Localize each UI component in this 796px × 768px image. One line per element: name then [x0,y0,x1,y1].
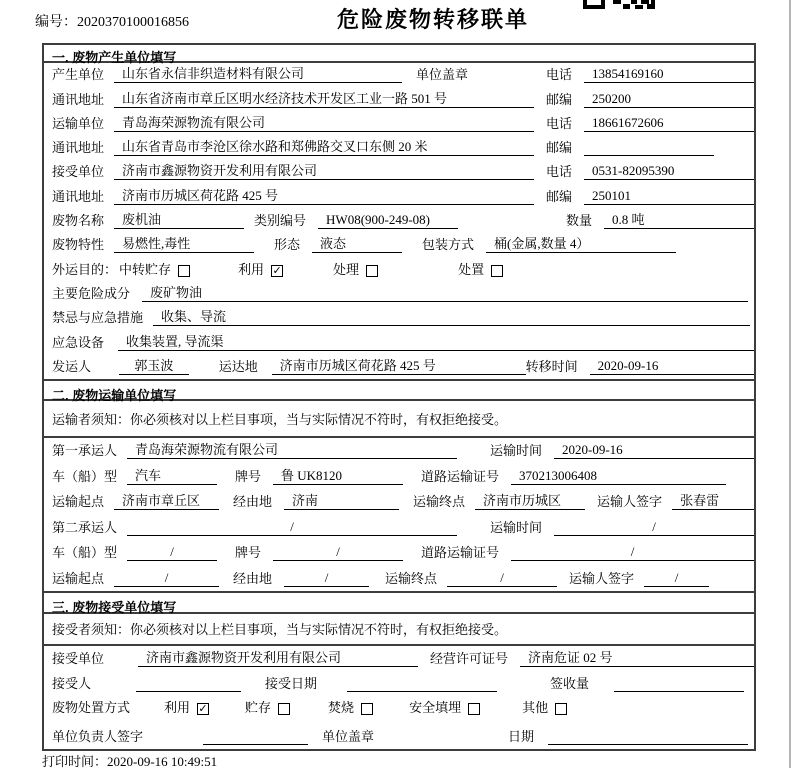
form-label: 形态 [274,237,301,253]
producer-address-row [44,87,754,111]
packaging-value: 桶(金属,数量 4） [486,236,676,253]
option-transfer-storage-label: 中转贮存 [119,261,172,277]
carrier-sign1-label: 运输人签字 [597,494,663,510]
disposal-storage-checkbox [278,703,290,715]
carrier2-label: 第二承运人 [52,519,118,535]
carrier-sign2-value: / [644,570,709,587]
road-permit1-label: 道路运输证号 [421,468,500,484]
producer-value: 山东省永信非织造材料有限公司 [114,66,402,83]
receiver-notice: 接受者须知：你必须核对以上栏目事项，当与实际情况不符时，有权拒绝接受。 [44,614,754,646]
transporter-phone-label: 电话 [545,115,572,131]
accept-unit-label: 接受单位 [52,650,105,666]
acceptor-value [136,691,241,692]
road-permit2-value: / [511,544,754,561]
taboo-measures-label: 禁忌与应急措施 [52,310,144,326]
print-time-value: 2020-09-16 10:49:51 [107,754,218,768]
option-transfer-storage-checkbox [178,265,190,277]
transporter-address-label: 通讯地址 [52,140,105,156]
road-permit2-label: 道路运输证号 [421,545,500,561]
section2-title: 二. 废物运输单位填写 [44,379,754,401]
disposal-landfill-checkbox [468,703,480,715]
acceptor-label: 接受人 [52,675,92,691]
vehicle-type2-value: / [127,544,217,561]
producer-row [44,63,754,87]
waste-name-value: 废机油 [114,212,244,229]
emergency-equipment-row [44,330,754,354]
waste-character-row [44,233,754,257]
taboo-measures-row [44,306,754,330]
disposal-utilize-label: 利用 [164,699,191,715]
producer-phone-value: 13854169160 [584,66,754,83]
transporter-phone-value: 18661672606 [584,115,754,132]
shipper-value: 郭玉波 [119,358,189,375]
origin2-label: 运输起点 [52,570,105,586]
waste-character-label: 废物特性 [52,237,105,253]
endpoint2-value: / [447,570,557,587]
print-time [42,751,217,768]
transport-time2-label: 运输时间 [489,519,542,535]
producer-phone-label: 电话 [545,67,572,83]
carrier1-row [44,438,754,464]
plate2-label: 牌号 [235,545,262,561]
road-permit1-value: 370213006408 [511,468,726,485]
producer-address-value: 山东省济南市章丘区明水经济技术开发区工业一路 501 号 [114,91,534,108]
transporter-zip-value [584,155,714,156]
accept-unit-value: 济南市鑫源物资开发利用有限公司 [138,650,418,667]
section1-title: 一. 废物产生单位填写 [44,45,754,63]
via1-label: 经由地 [233,494,273,510]
option-dispose-checkbox [491,265,503,277]
accept-unit-row [44,646,754,671]
disposal-other-checkbox [555,703,567,715]
doc-number-value: 2020370100016856 [77,15,189,30]
receiver-phone-label: 电话 [545,164,572,180]
shipper-row [44,355,754,379]
option-dispose-label: 处置 [458,261,485,277]
responsible-sign-label: 单位负责人签字 [52,728,144,744]
quantity-label: 数量 [565,213,592,229]
carrier-sign2-label: 运输人签字 [569,570,635,586]
receiver-address-label: 通讯地址 [52,188,105,204]
responsible-sign-row [44,720,754,749]
business-permit-label: 经营许可证号 [430,650,509,666]
route2-row [44,565,754,591]
origin1-label: 运输起点 [52,494,105,510]
via2-value: / [284,570,369,587]
receiver-phone-value: 0531-82095390 [584,163,754,180]
carrier2-value: / [127,519,457,536]
transfer-date-value: 2020-09-16 [590,358,754,375]
via2-label: 经由地 [233,570,273,586]
transporter-label: 运输单位 [52,115,105,131]
receiver-row [44,160,754,184]
form-value: 液态 [312,236,402,253]
endpoint1-value: 济南市历城区 [475,493,585,510]
taboo-measures-value: 收集、导流 [153,309,750,326]
qr-code-icon [583,0,655,9]
unit-seal-label: 单位盖章 [416,67,469,83]
origin2-value: / [114,570,219,587]
receiver-address-value: 济南市历城区荷花路 425 号 [114,188,534,205]
producer-label: 产生单位 [52,67,105,83]
waste-name-label: 废物名称 [52,213,105,229]
accept-date-value [347,691,497,692]
option-utilize-checkbox: ✓ [272,263,282,277]
disposal-method-row [44,696,754,720]
transport-time1-value: 2020-09-16 [554,442,754,459]
waste-character-value: 易燃性,毒性 [114,236,254,253]
producer-zip-label: 邮编 [545,91,572,107]
date-value [548,744,748,745]
producer-zip-value: 250200 [584,91,754,108]
carrier2-row [44,514,754,540]
plate1-value: 鲁 UK8120 [273,468,403,485]
print-time-label: 打印时间： [42,754,108,768]
quantity-value: 0.8 吨 [604,212,754,229]
plate1-label: 牌号 [235,468,262,484]
disposal-other-label: 其他 [522,699,549,715]
emergency-equipment-label: 应急设备 [52,334,105,350]
hazard-component-value: 废矿物油 [142,285,748,302]
transporter-address-row [44,136,754,160]
date-label: 日期 [507,728,534,744]
receiver-label: 接受单位 [52,164,105,180]
emergency-equipment-value: 收集装置, 导流渠 [118,334,754,351]
disposal-landfill-label: 安全填埋 [409,699,462,715]
purpose-row [44,257,754,281]
unit-seal2-label: 单位盖章 [322,728,375,744]
page-title: 危险废物转移联单 [336,7,529,32]
disposal-method-label: 废物处置方式 [52,699,131,715]
transporter-zip-label: 邮编 [545,140,572,156]
disposal-storage-label: 贮存 [245,699,272,715]
option-treat-label: 处理 [333,261,360,277]
vehicle-type2-label: 车（船）型 [52,545,118,561]
manifest-table [42,43,756,751]
vehicle-type1-value: 汽车 [127,468,217,485]
receiver-zip-value: 250101 [584,188,754,205]
option-utilize-label: 利用 [238,261,265,277]
receiver-value: 济南市鑫源物资开发利用有限公司 [114,163,534,180]
carrier1-value: 青岛海荣源物流有限公司 [127,442,457,459]
packaging-label: 包装方式 [422,237,475,253]
page-edge-line [789,0,791,768]
vehicle2-row [44,540,754,566]
business-permit-value: 济南危证 02 号 [520,650,754,667]
shipper-label: 发运人 [52,358,92,374]
transport-time2-value: / [554,519,754,536]
transporter-notice: 运输者须知：你必须核对以上栏目事项，当与实际情况不符时，有权拒绝接受。 [44,401,754,438]
disposal-incinerate-label: 焚烧 [328,699,355,715]
section3-title: 三. 废物接受单位填写 [44,591,754,614]
category-code-label: 类别编号 [254,213,307,229]
hazard-component-row [44,282,754,306]
disposal-utilize-checkbox: ✓ [198,701,208,715]
transport-time1-label: 运输时间 [489,443,542,459]
signed-quantity-value [614,691,744,692]
vehicle1-row [44,463,754,489]
origin1-value: 济南市章丘区 [114,493,219,510]
producer-address-label: 通讯地址 [52,91,105,107]
vehicle-type1-label: 车（船）型 [52,468,118,484]
receiver-zip-label: 邮编 [545,188,572,204]
plate2-value: / [273,544,403,561]
waste-name-row [44,209,754,233]
destination-label: 运达地 [218,358,258,374]
carrier1-label: 第一承运人 [52,443,118,459]
transporter-row [44,112,754,136]
receiver-address-row [44,184,754,208]
hazard-component-label: 主要危险成分 [52,285,131,301]
disposal-incinerate-checkbox [361,703,373,715]
endpoint1-label: 运输终点 [413,494,466,510]
endpoint2-label: 运输终点 [385,570,438,586]
via1-value: 济南 [284,493,399,510]
signed-quantity-label: 签收量 [549,675,589,691]
carrier-sign1-value: 张春雷 [672,493,754,510]
doc-number-label: 编号： [35,15,77,30]
purpose-label: 外运目的： [52,261,118,277]
transporter-address-value: 山东省青岛市李沧区徐水路和郑佛路交叉口东侧 20 米 [114,139,534,156]
option-treat-checkbox [366,265,378,277]
category-code-value: HW08(900-249-08) [318,212,458,229]
transfer-date-label: 转移时间 [525,358,578,374]
accept-date-label: 接受日期 [265,675,318,691]
destination-value: 济南市历城区荷花路 425 号 [272,358,526,375]
route1-row [44,489,754,515]
acceptor-row [44,671,754,696]
transporter-value: 青岛海荣源物流有限公司 [114,115,534,132]
responsible-sign-value [203,744,308,745]
